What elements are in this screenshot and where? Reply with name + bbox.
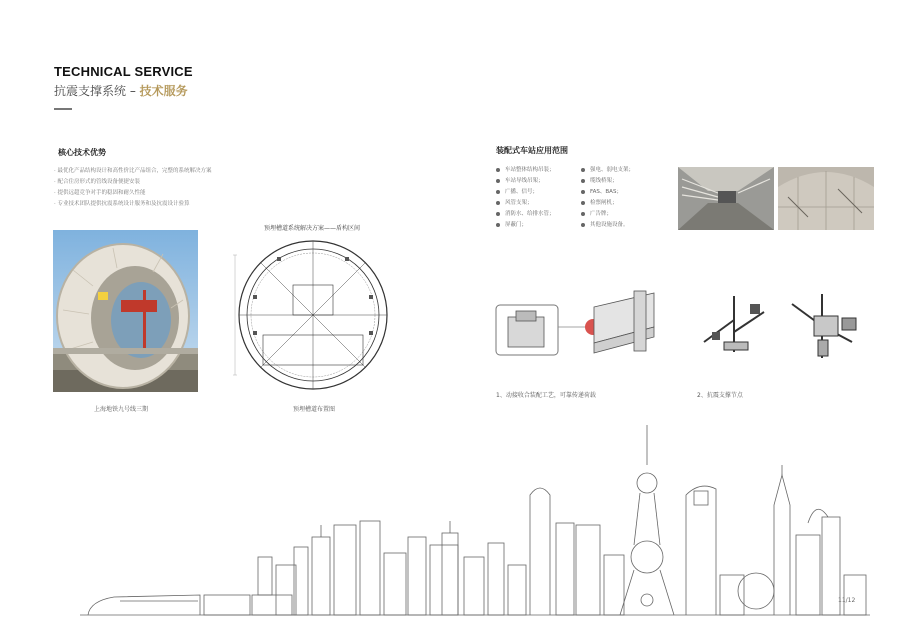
drawing-caption: 预埋槽道布置图: [293, 406, 336, 413]
station-photo-2: [778, 167, 874, 230]
page-subtitle: [54, 82, 188, 99]
core-bullet: · 提供远超竞争对手的稳固和耐久性能: [54, 190, 146, 196]
station-item: 广播、信号；: [496, 187, 555, 198]
drawing-title: 预埋槽道系统解决方案——盾构区间: [264, 225, 361, 232]
station-item: 车站整体结构吊装；: [496, 165, 555, 176]
station-item: 检票闸机；: [581, 198, 634, 209]
channel-detail-illustration: [494, 287, 664, 371]
subtitle-highlight: 技术服务: [139, 84, 188, 98]
core-bullet: · 专业技术团队提供抗震系统设计服务和及抗震设计验算: [54, 201, 190, 207]
tunnel-section-drawing: [233, 235, 393, 399]
caption-channel-detail: 1、动接收合装配工艺，可靠传递荷载: [496, 392, 596, 399]
core-section-title: 核心技术优势: [58, 148, 106, 157]
subtitle-separator: –: [126, 84, 140, 98]
station-item: 其他设施设备。: [581, 220, 634, 231]
station-item: 强电、弱电支架；: [581, 165, 634, 176]
station-item: FAS、BAS；: [581, 187, 634, 198]
station-list-col2: [581, 165, 634, 231]
core-bullet-list: [54, 166, 212, 210]
core-bullet: · 配合住房形式的管线设备便捷安装: [54, 179, 140, 185]
seismic-node-illustration-1: [694, 292, 774, 366]
station-item: 风管支架；: [496, 198, 555, 209]
tunnel-caption: 上海地铁九号线三期: [94, 406, 149, 413]
core-bullet: · 最优化产品结构设计和高性价比产品组合，完整的系统解决方案: [54, 168, 212, 174]
station-item: 屏蔽门；: [496, 220, 555, 231]
tunnel-photo: [53, 230, 198, 392]
station-item: 广告牌；: [581, 209, 634, 220]
station-list-col1: [496, 165, 555, 231]
station-photo-1: [678, 167, 774, 230]
page-number: 11/12: [838, 597, 856, 604]
station-item: 车站导线吊架；: [496, 176, 555, 187]
station-item: 消防水、给排水管；: [496, 209, 555, 220]
caption-seismic-node: 2、抗震支撑节点: [697, 392, 743, 399]
seismic-node-illustration-2: [782, 292, 862, 366]
header-rule: [54, 108, 72, 110]
station-item: 缆线桥架；: [581, 176, 634, 187]
page-title: TECHNICAL SERVICE: [54, 64, 193, 79]
subtitle-main: 抗震支撑系统: [54, 84, 127, 98]
station-section-title: 装配式车站应用范围: [496, 146, 568, 155]
city-skyline-illustration: [80, 425, 870, 624]
